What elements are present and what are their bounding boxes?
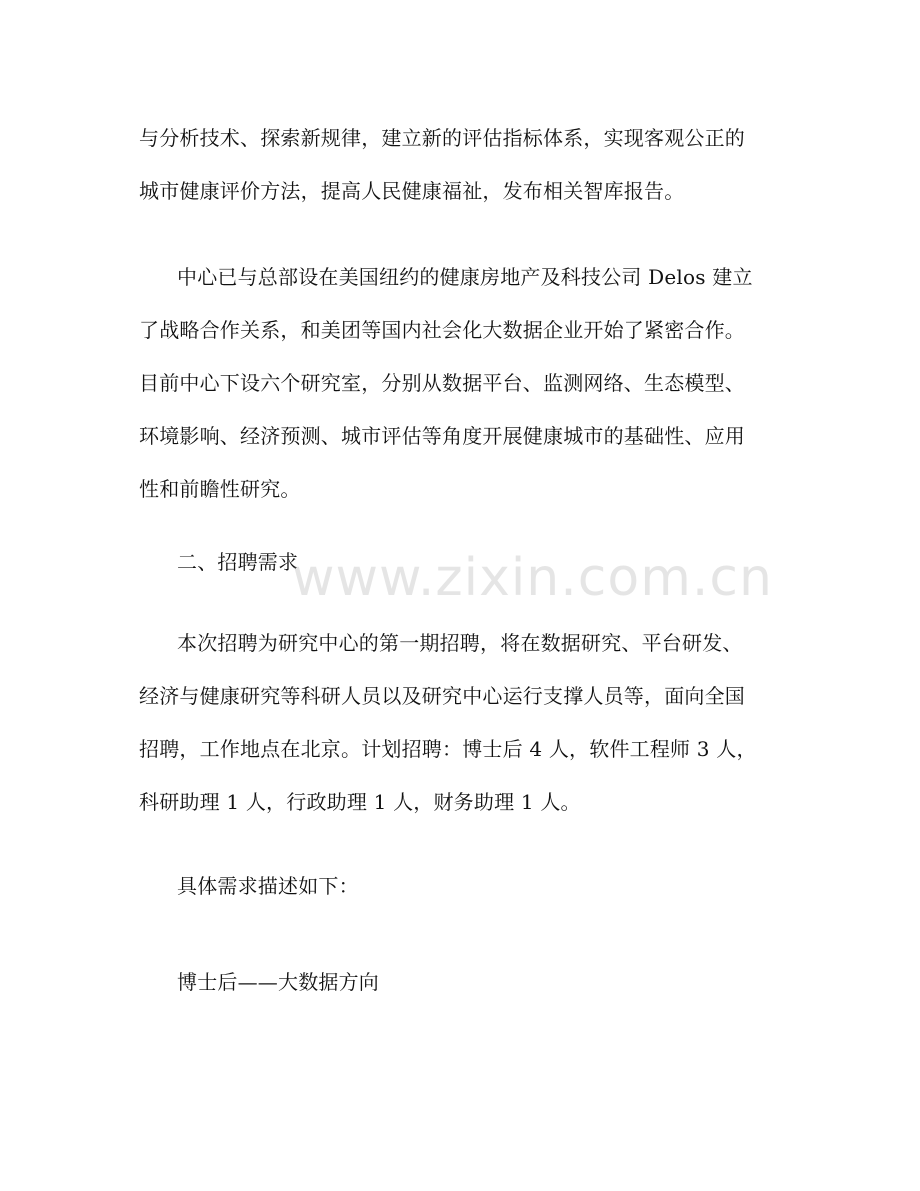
text-line: 本次招聘为研究中心的第一期招聘，将在数据研究、平台研发、 bbox=[177, 631, 743, 655]
heading-text: 二、招聘需求 bbox=[177, 550, 299, 574]
paragraph-recruitment-plan bbox=[139, 617, 779, 829]
paragraph-partnerships bbox=[139, 251, 779, 516]
text-line: 具体需求描述如下： bbox=[177, 874, 359, 898]
text-line: 目前中心下设六个研究室，分别从数据平台、监测网络、生态模型、 bbox=[139, 371, 745, 395]
watermark-text: www.zixin.com.cn bbox=[292, 548, 773, 608]
paragraph-intro-continuation bbox=[139, 112, 779, 218]
paragraph-details-intro bbox=[139, 860, 779, 913]
heading-text: 博士后——大数据方向 bbox=[177, 970, 379, 994]
section-heading-recruitment bbox=[139, 536, 779, 589]
text-line: 中心已与总部设在美国纽约的健康房地产及科技公司 Delos 建立 bbox=[177, 265, 753, 289]
text-line: 经济与健康研究等科研人员以及研究中心运行支撑人员等，面向全国 bbox=[139, 684, 745, 708]
text-line: 科研助理 1 人，行政助理 1 人，财务助理 1 人。 bbox=[139, 790, 581, 814]
text-line: 环境影响、经济预测、城市评估等角度开展健康城市的基础性、应用 bbox=[139, 424, 745, 448]
text-line: 与分析技术、探索新规律，建立新的评估指标体系，实现客观公正的 bbox=[139, 126, 745, 150]
subheading-postdoc-bigdata bbox=[139, 956, 779, 1009]
text-line: 了战略合作关系，和美团等国内社会化大数据企业开始了紧密合作。 bbox=[139, 318, 745, 342]
text-line: 性和前瞻性研究。 bbox=[139, 477, 301, 501]
text-line: 城市健康评价方法，提高人民健康福祉，发布相关智库报告。 bbox=[139, 179, 685, 203]
text-line: 招聘，工作地点在北京。计划招聘：博士后 4 人，软件工程师 3 人， bbox=[139, 737, 757, 761]
